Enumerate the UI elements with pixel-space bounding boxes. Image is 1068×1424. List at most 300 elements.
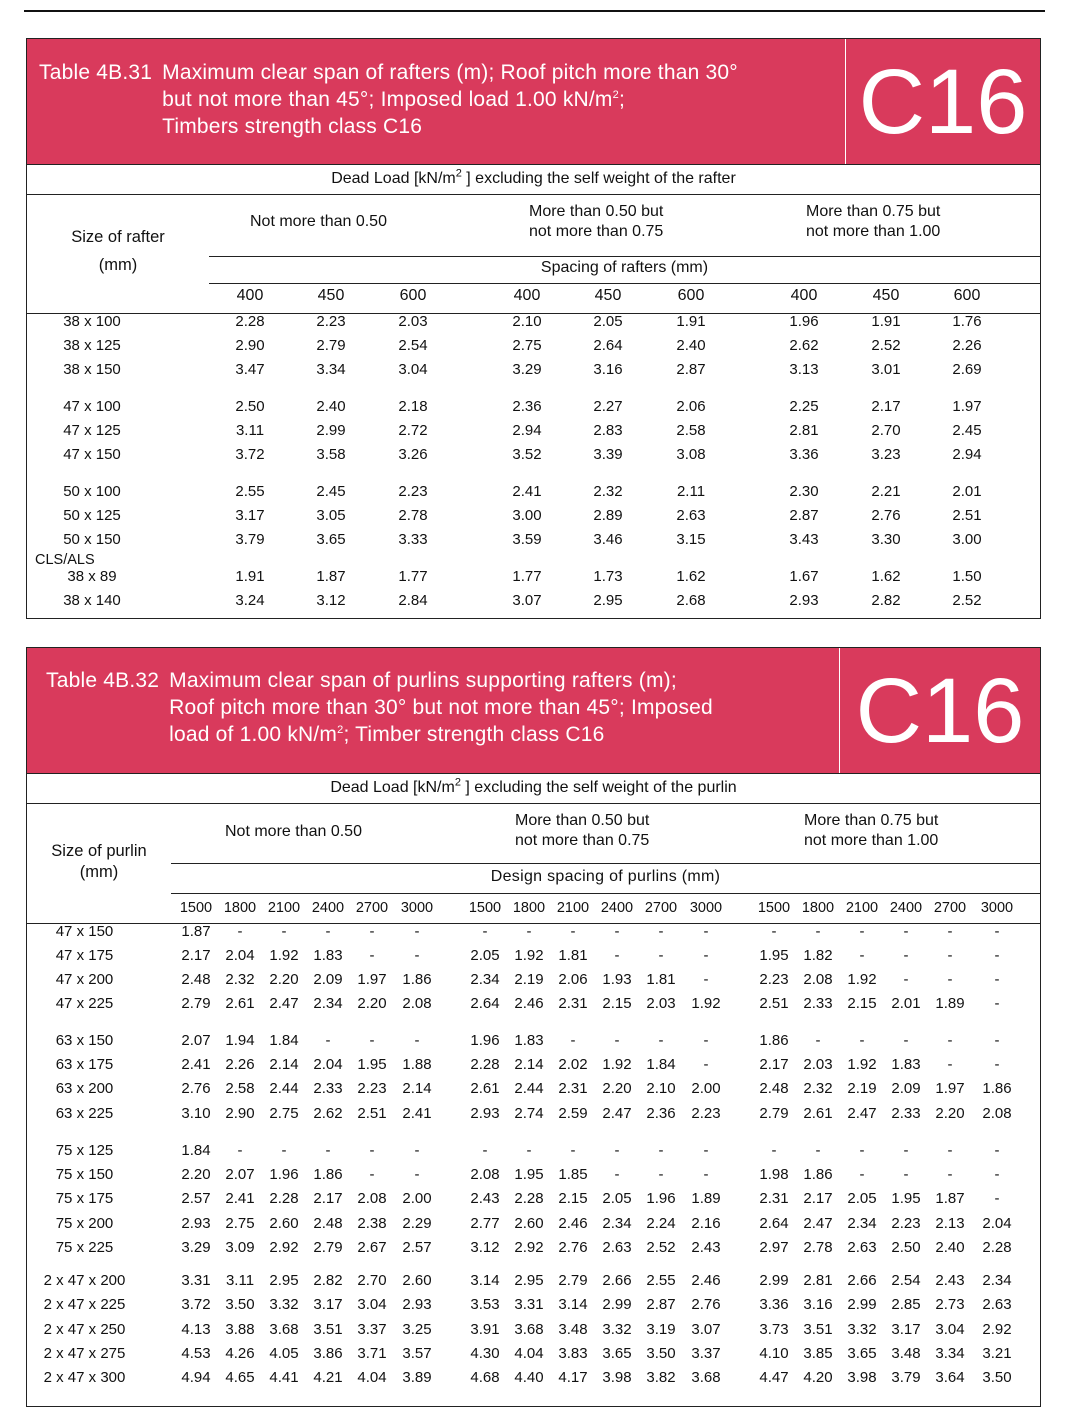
spacing-value: 450 — [594, 287, 622, 304]
span-value: - — [414, 947, 420, 964]
span-value: 2.06 — [676, 398, 706, 415]
span-value: 3.68 — [269, 1321, 299, 1338]
top-rule — [24, 10, 1045, 12]
span-value: 3.25 — [402, 1321, 432, 1338]
span-value: 2.34 — [470, 971, 500, 988]
span-value: - — [859, 1032, 865, 1049]
span-value: 2.36 — [512, 398, 542, 415]
span-value: 2.92 — [269, 1239, 299, 1256]
span-value: 3.48 — [891, 1345, 921, 1362]
divider — [27, 194, 1040, 195]
span-value: 1.86 — [759, 1032, 789, 1049]
span-value: 3.13 — [789, 361, 819, 378]
size-cell: 2 x 47 x 275 — [43, 1345, 126, 1362]
size-cell: 47 x 225 — [55, 995, 114, 1012]
span-value: 2.48 — [181, 971, 211, 988]
span-value: 4.04 — [514, 1345, 544, 1362]
load-group-3: More than 0.75 but not more than 1.00 — [806, 203, 941, 240]
span-value: 2.87 — [676, 361, 706, 378]
span-value: 3.15 — [676, 531, 706, 548]
span-value: 2.26 — [225, 1056, 255, 1073]
span-value: 3.88 — [225, 1321, 255, 1338]
span-value: - — [570, 923, 576, 940]
span-value: 3.98 — [602, 1369, 632, 1386]
span-value: 3.58 — [316, 446, 346, 463]
span-value: 3.82 — [646, 1369, 676, 1386]
span-value: 3.14 — [558, 1296, 588, 1313]
span-value: 2.99 — [847, 1296, 877, 1313]
title-line-1: Maximum clear span of purlins supporting rafters (m); — [169, 669, 677, 692]
span-value: 2.81 — [789, 422, 819, 439]
span-value: 2.47 — [602, 1105, 632, 1122]
table-caption — [39, 59, 738, 140]
span-value: 2.32 — [803, 1080, 833, 1097]
span-value: 4.04 — [357, 1369, 387, 1386]
span-value: 2.52 — [871, 337, 901, 354]
span-value: 2.44 — [269, 1080, 299, 1097]
span-value: - — [703, 947, 709, 964]
span-value: 1.62 — [871, 568, 901, 585]
span-value: - — [703, 971, 709, 988]
span-value: - — [369, 1142, 375, 1159]
span-value: 1.88 — [402, 1056, 432, 1073]
dead-load-header: Dead Load [$kN/m^2$ ] excluding the self weight of the purlin — [330, 776, 737, 796]
span-value: 4.21 — [313, 1369, 343, 1386]
span-value: 2.76 — [558, 1239, 588, 1256]
span-value: 2.54 — [398, 337, 428, 354]
span-value: 3.12 — [470, 1239, 500, 1256]
span-value: 2.63 — [982, 1296, 1012, 1313]
span-value: - — [237, 1142, 243, 1159]
span-value: 2.28 — [235, 313, 265, 330]
span-value: 2.90 — [235, 337, 265, 354]
span-value: 2.08 — [357, 1190, 387, 1207]
span-value: 2.08 — [402, 995, 432, 1012]
span-value: 3.17 — [235, 507, 265, 524]
span-value: - — [614, 1142, 620, 1159]
span-value: - — [614, 1032, 620, 1049]
span-value: 4.53 — [181, 1345, 211, 1362]
span-value: 3.16 — [803, 1296, 833, 1313]
span-value: 2.45 — [952, 422, 982, 439]
span-value: - — [994, 923, 1000, 940]
span-value: 2.43 — [935, 1272, 965, 1289]
span-value: 3.21 — [982, 1345, 1012, 1362]
span-value: - — [947, 947, 953, 964]
spacing-value: 400 — [236, 287, 264, 304]
span-value: 3.33 — [398, 531, 428, 548]
span-value: 4.68 — [470, 1369, 500, 1386]
span-value: 2.51 — [357, 1105, 387, 1122]
span-value: 2.08 — [470, 1166, 500, 1183]
span-value: 2.28 — [514, 1190, 544, 1207]
span-value: 3.16 — [593, 361, 623, 378]
span-value: - — [570, 1032, 576, 1049]
span-value: 3.91 — [470, 1321, 500, 1338]
span-value: 3.34 — [935, 1345, 965, 1362]
span-value: 3.65 — [602, 1345, 632, 1362]
span-value: - — [815, 1032, 821, 1049]
span-value: 4.41 — [269, 1369, 299, 1386]
span-value: 2.40 — [676, 337, 706, 354]
purlin-span-table — [26, 647, 1041, 1407]
span-value: - — [947, 1056, 953, 1073]
span-value: - — [903, 947, 909, 964]
span-value: 2.85 — [891, 1296, 921, 1313]
span-value: - — [526, 1142, 532, 1159]
span-value: 2.68 — [676, 592, 706, 609]
table-title-banner — [27, 648, 1040, 773]
spacing-value: 400 — [790, 287, 818, 304]
span-value: - — [903, 1032, 909, 1049]
span-value: 2.61 — [225, 995, 255, 1012]
span-value: 2.67 — [357, 1239, 387, 1256]
span-value: 2.92 — [514, 1239, 544, 1256]
spacing-value: 3000 — [400, 900, 434, 916]
span-value: - — [526, 923, 532, 940]
span-value: 2.46 — [558, 1215, 588, 1232]
span-value: 2.17 — [313, 1190, 343, 1207]
size-cell: 2 x 47 x 300 — [43, 1369, 126, 1386]
span-value: 2.05 — [593, 313, 623, 330]
span-value: 3.04 — [935, 1321, 965, 1338]
span-value: 2.29 — [402, 1215, 432, 1232]
span-value: - — [614, 923, 620, 940]
span-value: 2.99 — [602, 1296, 632, 1313]
span-value: - — [859, 1166, 865, 1183]
span-value: 1.84 — [646, 1056, 676, 1073]
spacing-value: 400 — [513, 287, 541, 304]
span-value: 2.31 — [558, 1080, 588, 1097]
span-value: 2.25 — [789, 398, 819, 415]
span-value: - — [658, 1032, 664, 1049]
span-value: 2.41 — [181, 1056, 211, 1073]
span-value: - — [947, 923, 953, 940]
load-group-3: More than 0.75 but not more than 1.00 — [804, 812, 939, 849]
span-value: 3.34 — [316, 361, 346, 378]
span-value: 2.00 — [691, 1080, 721, 1097]
span-value: 1.96 — [269, 1166, 299, 1183]
span-value: 2.83 — [593, 422, 623, 439]
size-cell: 63 x 175 — [55, 1056, 114, 1073]
span-value: 2.93 — [789, 592, 819, 609]
span-value: 2.14 — [269, 1056, 299, 1073]
span-value: 2.58 — [676, 422, 706, 439]
span-value: - — [771, 1142, 777, 1159]
span-value: 2.54 — [891, 1272, 921, 1289]
span-value: 2.75 — [512, 337, 542, 354]
size-cell: 50 x 150 — [63, 531, 121, 548]
span-value: 2.63 — [847, 1239, 877, 1256]
span-value: 4.94 — [181, 1369, 211, 1386]
span-value: 2.20 — [935, 1105, 965, 1122]
span-value: 2.92 — [982, 1321, 1012, 1338]
spacing-header: Design spacing of purlins (mm) — [490, 868, 721, 885]
span-value: 4.20 — [803, 1369, 833, 1386]
span-value: 1.86 — [313, 1166, 343, 1183]
spacing-value: 3000 — [689, 900, 723, 916]
span-value: 4.47 — [759, 1369, 789, 1386]
span-value: 2.43 — [691, 1239, 721, 1256]
spacing-value: 1500 — [179, 900, 213, 916]
span-value: 3.52 — [512, 446, 542, 463]
span-value: 2.26 — [952, 337, 982, 354]
span-value: - — [414, 923, 420, 940]
span-value: 2.08 — [982, 1105, 1012, 1122]
span-value: 2.57 — [181, 1190, 211, 1207]
size-cell: 63 x 225 — [55, 1105, 114, 1122]
load-group-2: More than 0.50 but not more than 0.75 — [515, 812, 650, 849]
span-value: 3.17 — [313, 1296, 343, 1313]
size-cell: 47 x 150 — [63, 446, 121, 463]
span-value: 2.05 — [470, 947, 500, 964]
span-value: 3.83 — [558, 1345, 588, 1362]
size-cell: 38 x 100 — [63, 313, 121, 330]
span-value: - — [369, 923, 375, 940]
span-value: - — [771, 923, 777, 940]
spacing-header: Spacing of rafters (mm) — [540, 259, 709, 276]
span-value: 2.05 — [602, 1190, 632, 1207]
size-cell: 38 x 150 — [63, 361, 121, 378]
span-value: - — [903, 1142, 909, 1159]
spacing-value: 2700 — [644, 900, 678, 916]
spacing-value: 1800 — [223, 900, 257, 916]
span-value: - — [903, 1166, 909, 1183]
span-value: 2.58 — [225, 1080, 255, 1097]
span-value: 3.72 — [235, 446, 265, 463]
span-value: 2.05 — [847, 1190, 877, 1207]
span-value: 1.86 — [803, 1166, 833, 1183]
span-value: 3.23 — [871, 446, 901, 463]
divider — [171, 863, 1040, 864]
span-value: - — [414, 1166, 420, 1183]
span-value: 2.18 — [398, 398, 428, 415]
span-value: 3.04 — [398, 361, 428, 378]
load-group-1: Not more than 0.50 — [250, 213, 387, 230]
span-value: 3.65 — [316, 531, 346, 548]
span-value: 2.95 — [593, 592, 623, 609]
span-value: 3.11 — [235, 422, 265, 439]
span-value: 3.05 — [316, 507, 346, 524]
span-value: 3.51 — [803, 1321, 833, 1338]
title-line-3: Timbers strength class C16 — [162, 115, 423, 138]
span-value: 3.71 — [357, 1345, 387, 1362]
span-value: 3.98 — [847, 1369, 877, 1386]
span-value: 4.10 — [759, 1345, 789, 1362]
span-value: - — [994, 947, 1000, 964]
span-value: 2.14 — [514, 1056, 544, 1073]
size-cell: 38 x 89 — [67, 568, 117, 585]
span-value: 2.23 — [357, 1080, 387, 1097]
span-value: - — [369, 1032, 375, 1049]
span-value: 1.84 — [269, 1032, 299, 1049]
span-value: - — [658, 947, 664, 964]
span-value: 2.64 — [593, 337, 623, 354]
divider — [209, 256, 1040, 257]
span-value: 3.19 — [646, 1321, 676, 1338]
span-value: 3.37 — [357, 1321, 387, 1338]
spacing-value: 2100 — [267, 900, 301, 916]
span-value: 2.15 — [558, 1190, 588, 1207]
span-value: 2.32 — [593, 483, 623, 500]
span-value: 2.55 — [235, 483, 265, 500]
span-value: 2.76 — [691, 1296, 721, 1313]
span-value: 2.97 — [759, 1239, 789, 1256]
span-value: 3.43 — [789, 531, 819, 548]
span-value: 2.33 — [313, 1080, 343, 1097]
span-value: 2.24 — [646, 1215, 676, 1232]
span-value: 2.87 — [646, 1296, 676, 1313]
span-value: 2.75 — [269, 1105, 299, 1122]
span-value: 2.21 — [871, 483, 901, 500]
span-value: 2.51 — [952, 507, 982, 524]
load-group-1: Not more than 0.50 — [225, 823, 362, 840]
span-value: 3.10 — [181, 1105, 211, 1122]
span-value: 1.86 — [982, 1080, 1012, 1097]
span-value: 3.86 — [313, 1345, 343, 1362]
span-value: - — [947, 1142, 953, 1159]
span-value: 1.96 — [646, 1190, 676, 1207]
span-value: 4.40 — [514, 1369, 544, 1386]
span-value: 2.07 — [225, 1166, 255, 1183]
span-value: 2.34 — [602, 1215, 632, 1232]
span-value: 2.52 — [646, 1239, 676, 1256]
span-value: 2.40 — [316, 398, 346, 415]
span-value: - — [903, 971, 909, 988]
span-value: 2.55 — [646, 1272, 676, 1289]
span-value: 2.78 — [398, 507, 428, 524]
dead-load-header: Dead Load [$kN/m^2$ ] excluding the self weight of the rafter — [331, 167, 736, 187]
span-value: 1.92 — [691, 995, 721, 1012]
span-value: 2.94 — [512, 422, 542, 439]
span-value: 3.36 — [789, 446, 819, 463]
span-value: 2.33 — [803, 995, 833, 1012]
spacing-value: 600 — [399, 287, 427, 304]
span-value: 2.40 — [935, 1239, 965, 1256]
span-value: 2.44 — [514, 1080, 544, 1097]
span-value: 2.78 — [803, 1239, 833, 1256]
divider — [171, 893, 1040, 894]
span-value: 2.23 — [691, 1105, 721, 1122]
spacing-value: 450 — [317, 287, 345, 304]
span-value: 2.93 — [470, 1105, 500, 1122]
span-value: 3.26 — [398, 446, 428, 463]
divider — [209, 283, 1040, 284]
span-value: 2.99 — [316, 422, 346, 439]
span-value: 1.98 — [759, 1166, 789, 1183]
span-value: - — [482, 1142, 488, 1159]
span-value: 2.76 — [181, 1080, 211, 1097]
span-value: 2.95 — [514, 1272, 544, 1289]
span-value: 2.90 — [225, 1105, 255, 1122]
span-value: 1.67 — [789, 568, 819, 585]
span-value: 2.60 — [514, 1215, 544, 1232]
span-value: 1.95 — [891, 1190, 921, 1207]
span-value: 4.13 — [181, 1321, 211, 1338]
span-value: 2.45 — [316, 483, 346, 500]
span-value: 2.47 — [803, 1215, 833, 1232]
span-value: 1.84 — [181, 1142, 211, 1159]
spacing-value: 3000 — [980, 900, 1014, 916]
span-value: 1.92 — [847, 1056, 877, 1073]
span-value: 1.62 — [676, 568, 706, 585]
span-value: 2.10 — [512, 313, 542, 330]
span-value: 1.91 — [235, 568, 265, 585]
span-value: - — [658, 1166, 664, 1183]
span-value: 3.04 — [357, 1296, 387, 1313]
size-cell: 75 x 175 — [55, 1190, 114, 1207]
span-value: 1.83 — [313, 947, 343, 964]
span-value: 2.11 — [676, 483, 706, 500]
span-value: 1.87 — [181, 923, 211, 940]
span-value: - — [994, 995, 1000, 1012]
span-value: 2.04 — [225, 947, 255, 964]
span-value: 3.57 — [402, 1345, 432, 1362]
spacing-value: 1800 — [801, 900, 835, 916]
span-value: - — [703, 923, 709, 940]
span-value: 2.08 — [803, 971, 833, 988]
span-value: 1.76 — [952, 313, 982, 330]
size-cell: 47 x 125 — [63, 422, 121, 439]
spacing-value: 2400 — [889, 900, 923, 916]
size-cell: 2 x 47 x 200 — [43, 1272, 126, 1289]
span-value: 2.17 — [871, 398, 901, 415]
span-value: 2.17 — [759, 1056, 789, 1073]
span-value: 1.77 — [398, 568, 428, 585]
span-value: 2.79 — [558, 1272, 588, 1289]
span-value: 2.62 — [313, 1105, 343, 1122]
span-value: 2.89 — [593, 507, 623, 524]
span-value: - — [815, 923, 821, 940]
size-cell: 38 x 125 — [63, 337, 121, 354]
divider — [27, 803, 1040, 804]
span-value: 3.50 — [646, 1345, 676, 1362]
span-value: 1.92 — [269, 947, 299, 964]
span-value: - — [859, 923, 865, 940]
span-value: - — [815, 1142, 821, 1159]
span-value: 1.91 — [676, 313, 706, 330]
span-value: 3.51 — [313, 1321, 343, 1338]
span-value: - — [658, 923, 664, 940]
span-value: 1.89 — [935, 995, 965, 1012]
span-value: 1.97 — [952, 398, 982, 415]
span-value: 3.68 — [691, 1369, 721, 1386]
span-value: 2.79 — [759, 1105, 789, 1122]
span-value: 1.96 — [470, 1032, 500, 1049]
size-cell: 50 x 100 — [63, 483, 121, 500]
span-value: 2.23 — [398, 483, 428, 500]
span-value: 3.31 — [514, 1296, 544, 1313]
span-value: 2.41 — [512, 483, 542, 500]
span-value: 3.73 — [759, 1321, 789, 1338]
span-value: 2.59 — [558, 1105, 588, 1122]
span-value: 2.87 — [789, 507, 819, 524]
span-value: 1.92 — [602, 1056, 632, 1073]
span-value: 3.30 — [871, 531, 901, 548]
span-value: 3.07 — [691, 1321, 721, 1338]
span-value: 2.15 — [602, 995, 632, 1012]
span-value: 3.64 — [935, 1369, 965, 1386]
span-value: 2.04 — [982, 1215, 1012, 1232]
size-cell: 47 x 100 — [63, 398, 121, 415]
span-value: 2.81 — [803, 1272, 833, 1289]
span-value: 3.07 — [512, 592, 542, 609]
span-value: - — [703, 1056, 709, 1073]
span-value: 2.20 — [269, 971, 299, 988]
span-value: 3.00 — [512, 507, 542, 524]
spacing-value: 1500 — [757, 900, 791, 916]
span-value: 2.93 — [402, 1296, 432, 1313]
